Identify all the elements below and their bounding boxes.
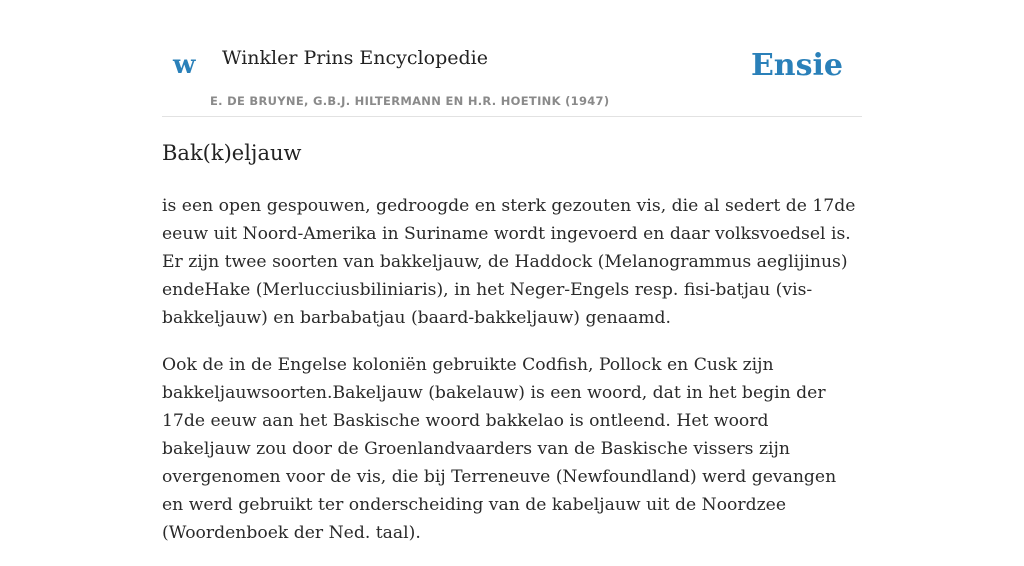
brand-logo[interactable]: Ensie [750,48,843,83]
work-authors: E. DE BRUYNE, G.B.J. HILTERMANN EN H.R. HOETINK (1947) [210,94,610,108]
article-paragraph-1: is een open gespouwen, gedroogde en sterk gezouten vis, die al sedert de 17de eeuw uit Noord-Amerika in Suriname wordt ingevoerd en daar volksvoedsel is. Er zijn twee soorten van bakkeljauw, de Haddock (Melanogrammus aeglijinus) endeHake (Merlucciusbiliniaris), in het Neger-Engels resp. fisi-batjau (vis-bakkeljauw) en barbabatjau (baard-bakkeljauw) genaamd. [162,196,856,328]
article-body [162,192,862,566]
article-title: Bak(k)eljauw [162,141,302,165]
work-title-link[interactable]: Winkler Prins Encyclopedie [222,47,488,69]
site-header [162,40,862,117]
article-paragraph-2: Ook de in de Engelse koloniën gebruikte Codfish, Pollock en Cusk zijn bakkeljauwsoorten.Bakeljauw (bakelauw) is een woord, dat in het begin der 17de eeuw aan het Baskische woord bakkelao is ontleend. Het woord bakeljauw zou door de Groenlandvaarders van de Baskische vissers zijn overgenomen voor de vis, die bij Terreneuve (Newfoundland) werd gevangen en werd gebruikt ter onderscheiding van de kabeljauw uit de Noordzee (Woordenboek der Ned. taal). [162,355,837,543]
work-logo[interactable]: w [173,50,196,80]
